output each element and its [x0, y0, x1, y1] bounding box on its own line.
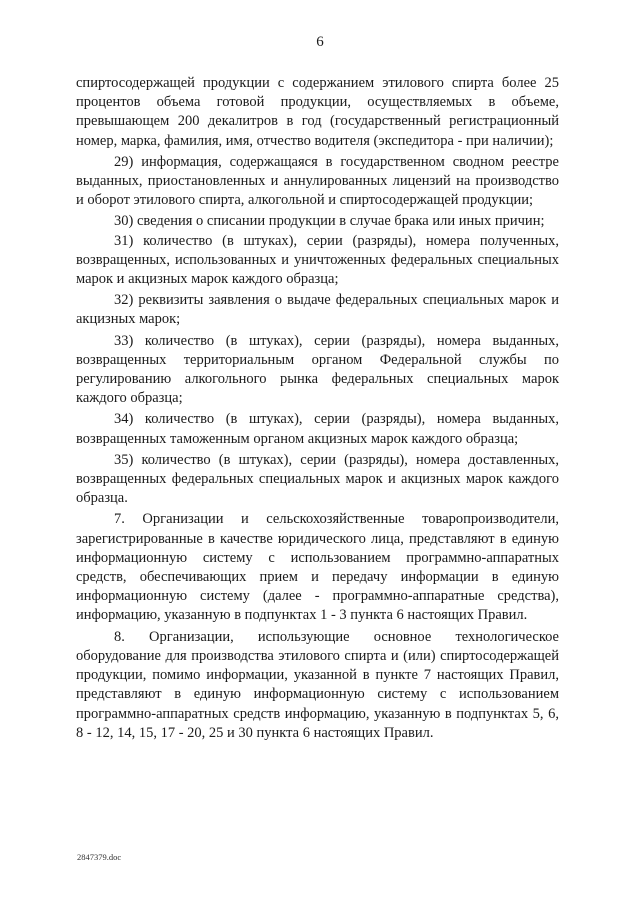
paragraph-section-7: 7. Организации и сельскохозяйственные товаропроизводители, зарегистрированные в качестве юридического лица, представляют в единую информационную систему с использованием программно-аппаратных средств, обеспечивающих прием и передачу информации в единую информационную систему (далее - программно-аппаратные средства), информацию, указанную в подпунктах 1 - 3 пункта 6 настоящих Правил.: [76, 511, 559, 624]
paragraph-item-29: 29) информация, содержащаяся в государственном сводном реестре выданных, приостановленных и аннулированных лицензий на производство и оборот этилового спирта, алкогольной и спиртосодержащей продукции;: [76, 153, 559, 209]
paragraph-item-31: 31) количество (в штуках), серии (разряды), номера полученных, возвращенных, использованных и уничтоженных федеральных специальных марок и акцизных марок каждого образца;: [76, 232, 559, 288]
paragraph-item-33: 33) количество (в штуках), серии (разряды), номера выданных, возвращенных территориальным органом Федеральной службы по регулированию алкогольного рынка федеральных специальных марок каждого образца;: [76, 332, 559, 407]
paragraph-section-8: 8. Организации, использующие основное технологическое оборудование для производства этилового спирта и (или) спиртосодержащей продукции, помимо информации, указанной в пункте 7 настоящих Правил, представляют в единую информационную систему с использованием программно-аппаратных средств информацию, указанную в подпунктах 5, 6, 8 - 12, 14, 15, 17 - 20, 25 и 30 пункта 6 настоящих Правил.: [76, 628, 559, 741]
paragraph-continuation: спиртосодержащей продукции с содержанием этилового спирта более 25 процентов объема готовой продукции, осуществляемых в объеме, превышающем 200 декалитров в год (государственный регистрационный номер, марка, фамилия, имя, отчество водителя (экспедитора - при наличии);: [76, 75, 559, 149]
paragraph-item-35: 35) количество (в штуках), серии (разряды), номера доставленных, возвращенных федеральных специальных марок и акцизных марок каждого образца.: [76, 451, 559, 507]
document-filename-footer: 2847379.doc: [77, 852, 122, 862]
paragraph-item-34: 34) количество (в штуках), серии (разряды), номера выданных, возвращенных таможенным органом акцизных марок каждого образца;: [76, 411, 559, 447]
page-number: 6: [316, 34, 324, 50]
paragraph-item-32: 32) реквизиты заявления о выдаче федеральных специальных марок и акцизных марок;: [76, 292, 559, 328]
document-body: [76, 74, 559, 743]
paragraph-item-30: 30) сведения о списании продукции в случае брака или иных причин;: [114, 213, 545, 230]
